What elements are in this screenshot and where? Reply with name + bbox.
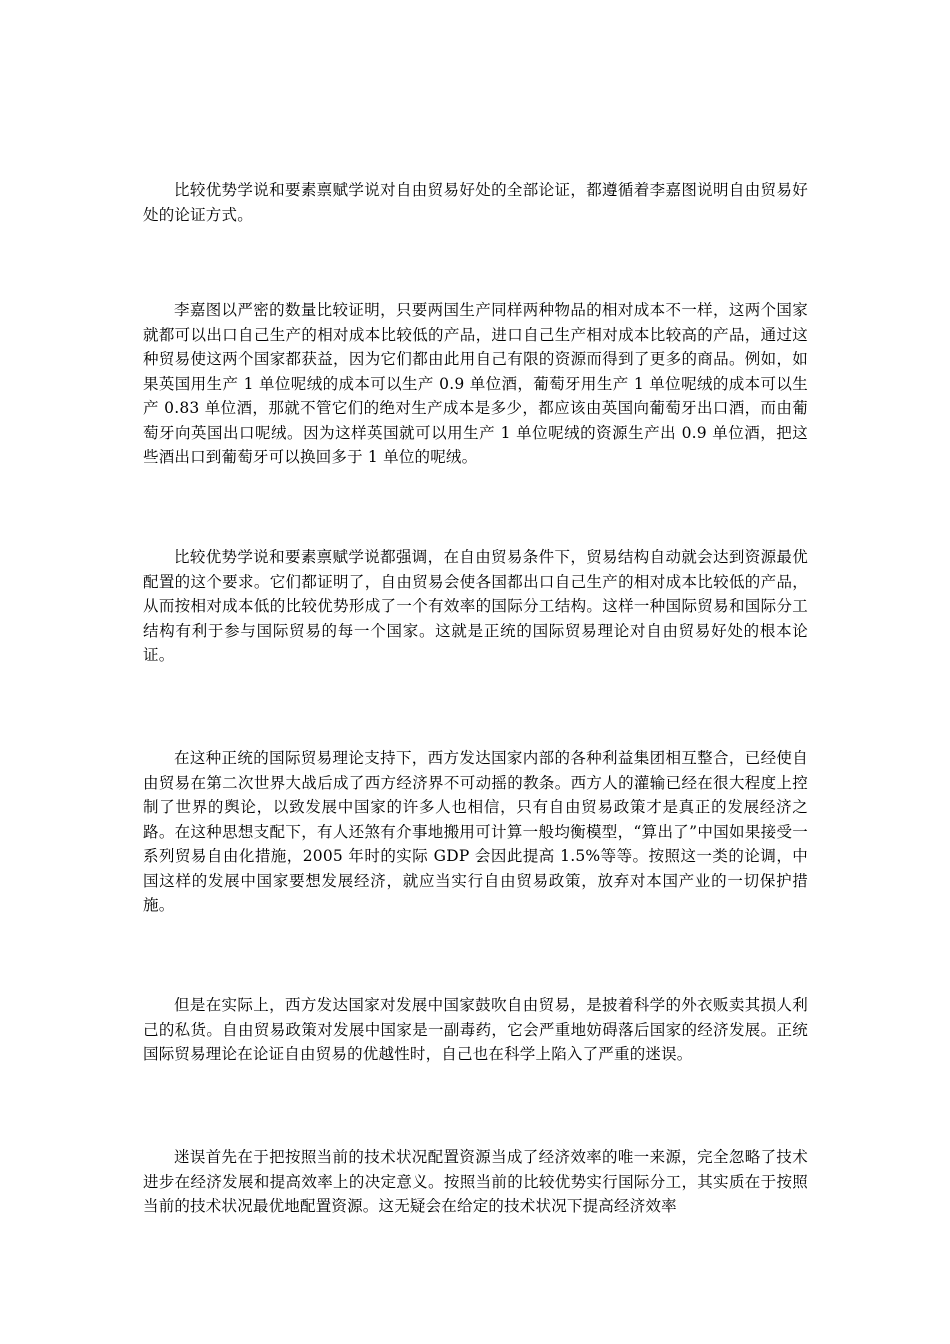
paragraph-free-trade-dogma: 在这种正统的国际贸易理论支持下，西方发达国家内部的各种利益集团相互整合，已经使自由贸易在第二次世界大战后成了西方经济界不可动摇的教条。西方人的灌输已经在很大程度上控制了世界的舆论，以致发展中国家的许多人也相信，只有自由贸易政策才是真正的发展经济之路。在这种思想支配下，有人还煞有介事地搬用可计算一般均衡模型，“算出了”中国如果接受一系列贸易自由化措施，2005 年时的实际 GDP 会因此提高 1.5%等等。按照这一类的论调，中国这样的发展中国家要想发展经济，就应当实行自由贸易政策，放弃对本国产业的一切保护措施。 — [143, 749, 808, 914]
paragraph-free-trade-critique: 但是在实际上，西方发达国家对发展中国家鼓吹自由贸易，是披着科学的外衣贩卖其损人利己的私货。自由贸易政策对发展中国家是一副毒药，它会严重地妨碍落后国家的经济发展。正统国际贸易理论在论证自由贸易的优越性时，自己也在科学上陷入了严重的迷误。 — [143, 996, 808, 1063]
paragraph-ricardo-example: 李嘉图以严密的数量比较证明，只要两国生产同样两种物品的相对成本不一样，这两个国家就都可以出口自己生产的相对成本比较低的产品，进口自己生产相对成本比较高的产品，通过这种贸易使这两个国家都获益，因为它们都由此用自己有限的资源而得到了更多的商品。例如，如果英国用生产 1 单位呢绒的成本可以生产 0.9 单位酒，葡萄牙用生产 1 单位呢绒的成本可以生产 0.83 单位酒，那就不管它们的绝对生产成本是多少，都应该由英国向葡萄牙出口酒，而由葡萄牙向英国出口呢绒。因为这样英国就可以用生产 1 单位呢绒的资源生产出 0.9 单位酒，把这些酒出口到葡萄牙可以换回多于 1 单位的呢绒。 — [143, 301, 808, 466]
paragraph-technology-progress: 迷误首先在于把按照当前的技术状况配置资源当成了经济效率的唯一来源，完全忽略了技术进步在经济发展和提高效率上的决定意义。按照当前的比较优势实行国际分工，其实质在于按照当前的技术状况最优地配置资源。这无疑会在给定的技术状况下提高经济效率 — [143, 1148, 808, 1215]
paragraph-comparative-advantage-intro: 比较优势学说和要素禀赋学说对自由贸易好处的全部论证，都遵循着李嘉图说明自由贸易好处的论证方式。 — [143, 181, 808, 224]
paragraph-optimal-allocation: 比较优势学说和要素禀赋学说都强调，在自由贸易条件下，贸易结构自动就会达到资源最优配置的这个要求。它们都证明了，自由贸易会使各国都出口自己生产的相对成本比较低的产品，从而按相对成本低的比较优势形成了一个有效率的国际分工结构。这样一种国际贸易和国际分工结构有利于参与国际贸易的每一个国家。这就是正统的国际贸易理论对自由贸易好处的根本论证。 — [143, 548, 808, 664]
